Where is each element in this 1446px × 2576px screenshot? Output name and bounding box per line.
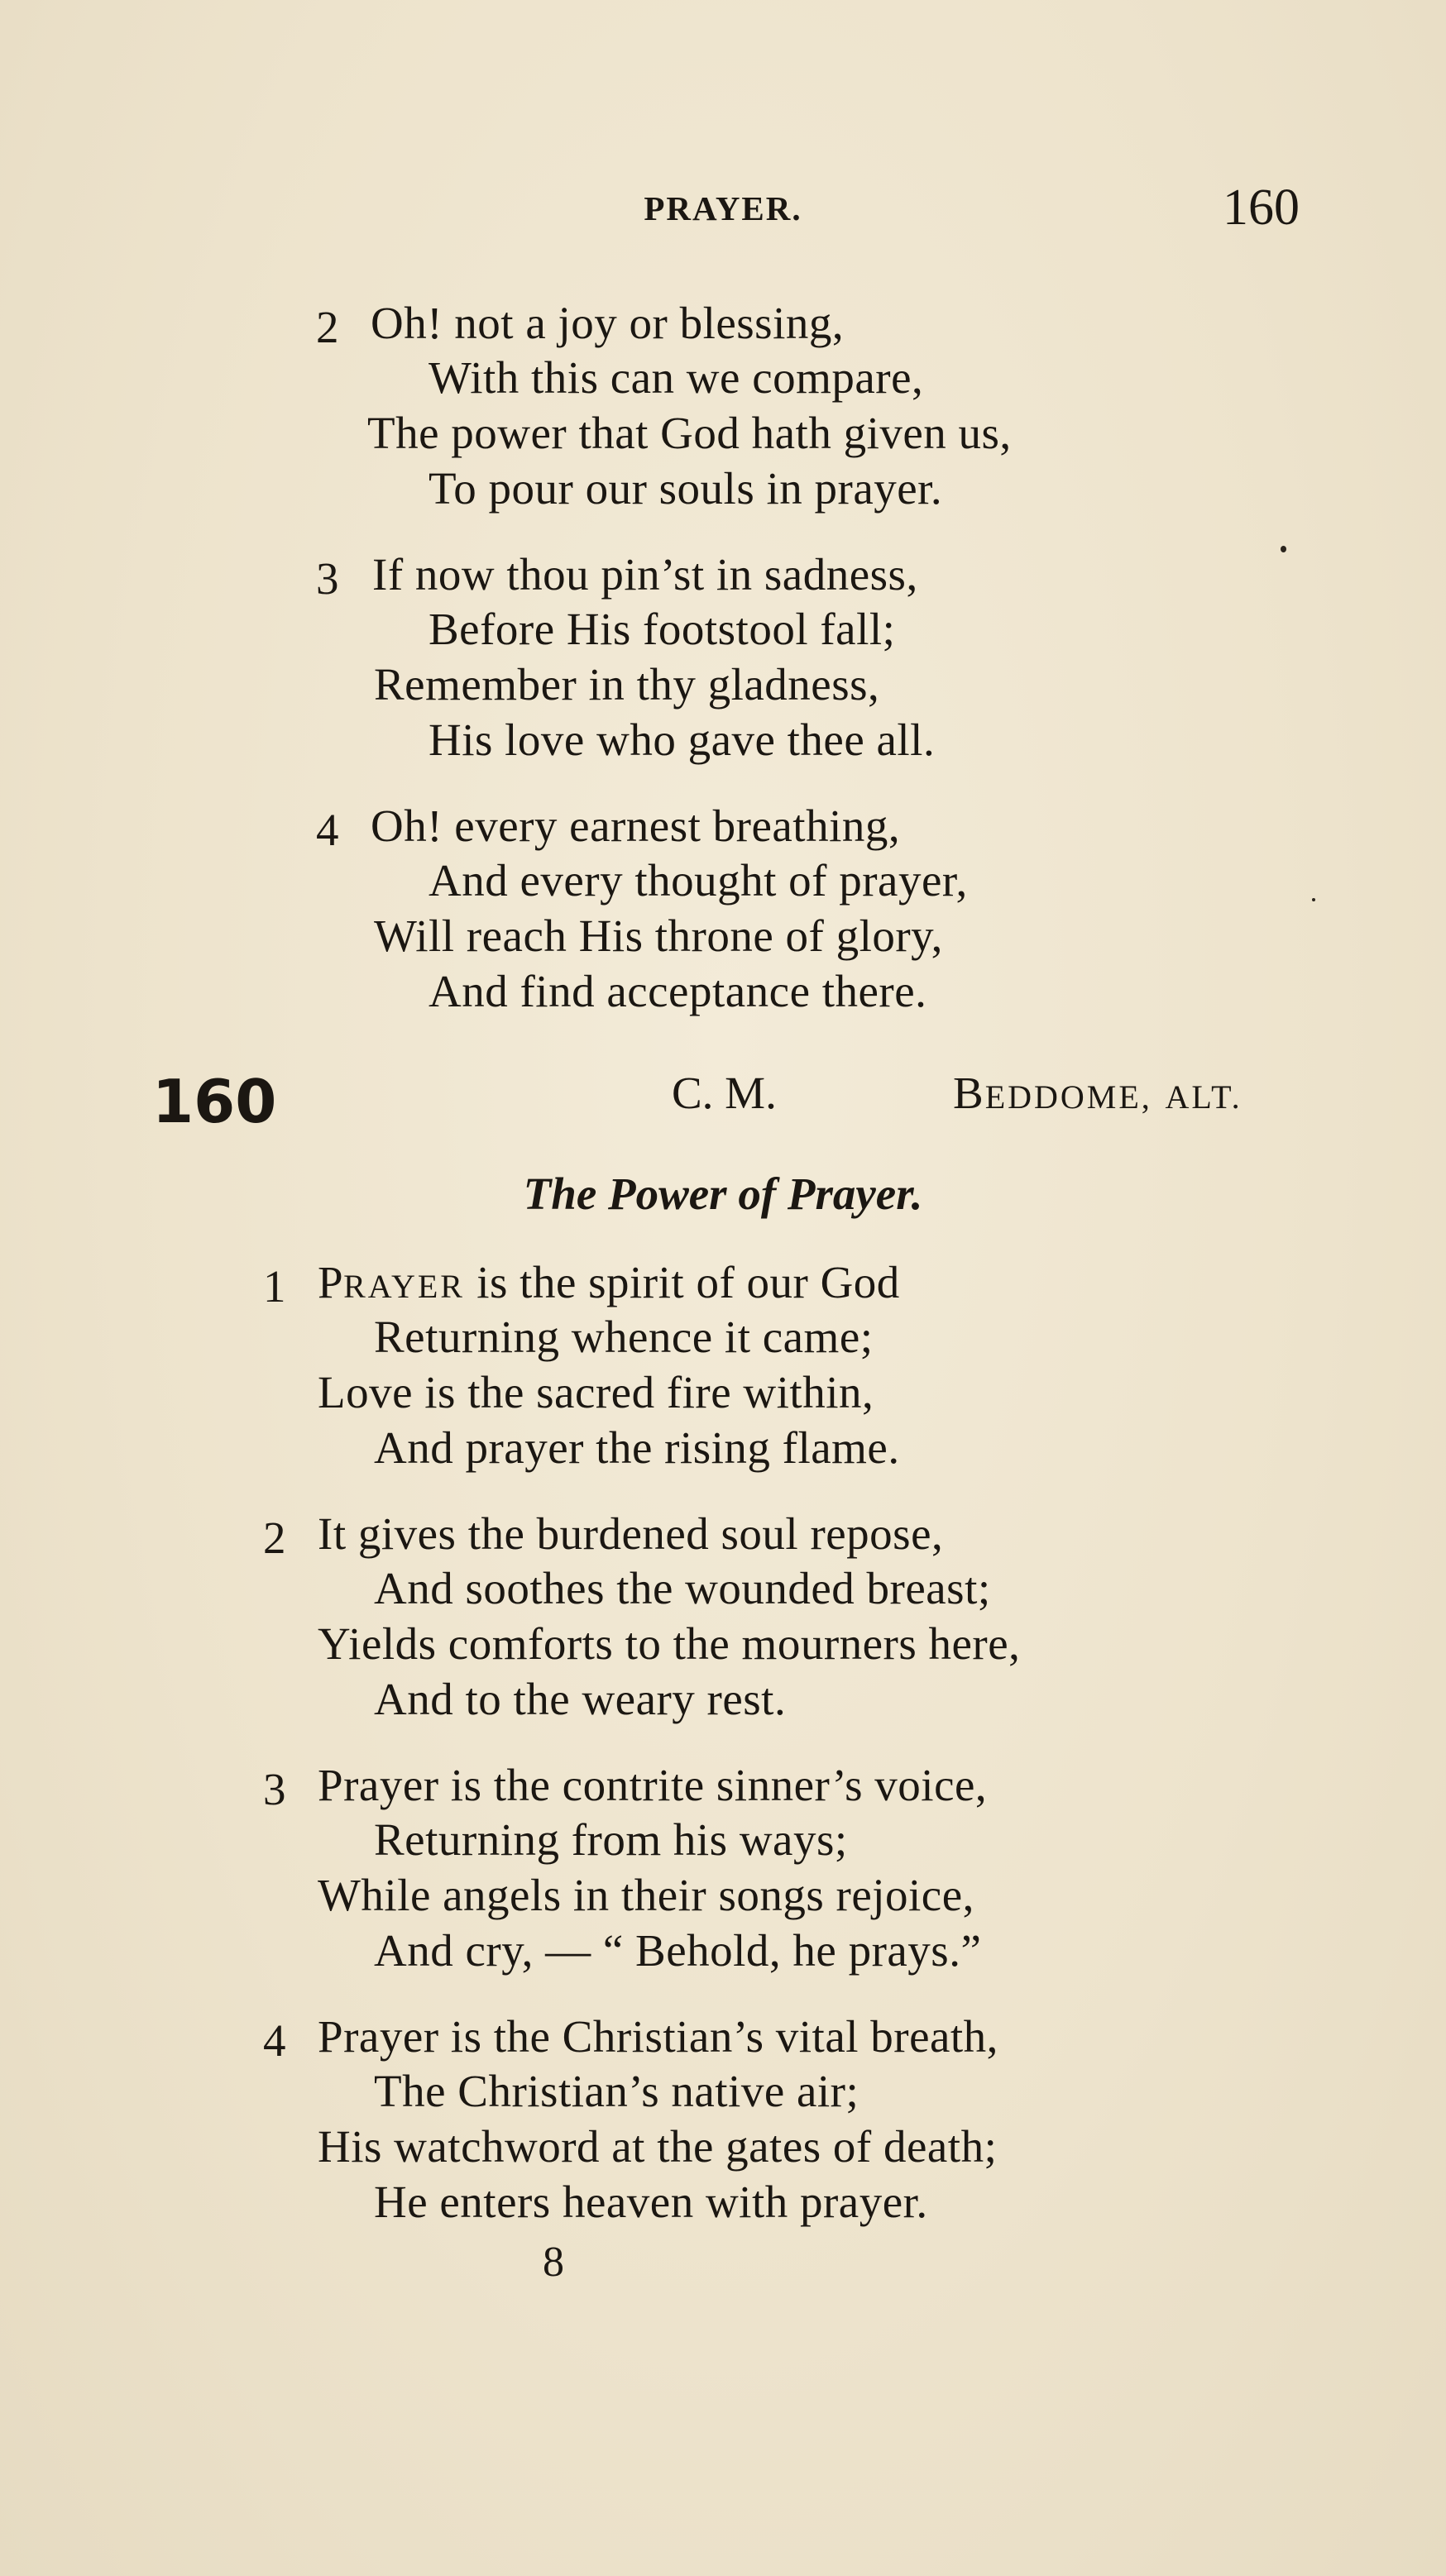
verse-line: And soothes the wounded breast; (374, 1563, 991, 1613)
verse-number: 3 (263, 1764, 286, 1814)
verse-line: Will reach His throne of glory, (374, 910, 943, 961)
verse-line: He enters heaven with prayer. (374, 2177, 928, 2227)
verse-line: And every thought of prayer, (429, 855, 968, 906)
verse-line (318, 1255, 900, 1314)
signature-mark: 8 (543, 2239, 564, 2286)
verse-line: Returning whence it came; (374, 1312, 874, 1362)
verse-line: Prayer is the Christian’s vital breath, (318, 2011, 998, 2062)
verse-line: Prayer is the contrite sinner’s voice, (318, 1760, 988, 1810)
print-speck (1281, 546, 1286, 552)
verse-line: Remember in thy gladness, (374, 659, 880, 710)
verse-line: Before His footstool fall; (429, 604, 896, 654)
running-title: PRAYER. (644, 189, 802, 227)
verse-line: Oh! not a joy or blessing, (371, 298, 845, 348)
hymn-title: The Power of Prayer. (523, 1169, 923, 1219)
verse-number: 1 (263, 1261, 286, 1312)
hymn-author (953, 1067, 1243, 1119)
verse-line: While angels in their songs rejoice, (318, 1870, 974, 1920)
author-initial: B (953, 1068, 985, 1118)
verse-line: His love who gave thee all. (429, 714, 936, 765)
verse-line: And to the weary rest. (374, 1674, 787, 1724)
verse-line: Oh! every earnest breathing, (371, 801, 901, 851)
verse-line: It gives the burdened soul repose, (318, 1508, 944, 1559)
verse-line: The power that God hath given us, (367, 408, 1012, 458)
verse-line: The Christian’s native air; (374, 2066, 859, 2116)
verse-line: Love is the sacred fire within, (318, 1367, 874, 1417)
first-word-smallcaps: RAYER (343, 1268, 465, 1305)
verse-line: Returning from his ways; (374, 1814, 848, 1865)
verse-line-rest: is the spirit of our God (465, 1257, 900, 1307)
hymn-meter: C. M. (672, 1068, 777, 1118)
first-word-initial: P (318, 1257, 344, 1307)
verse-line: And find acceptance there. (429, 966, 927, 1016)
verse-line: Yields comforts to the mourners here, (318, 1618, 1021, 1669)
verse-number: 4 (263, 2015, 286, 2066)
verse-number: 3 (316, 553, 339, 604)
verse-number: 2 (316, 302, 339, 352)
verse-line: His watchword at the gates of death; (318, 2121, 998, 2172)
print-speck (1312, 898, 1315, 901)
verse-line: And prayer the rising flame. (374, 1422, 900, 1473)
verse-line: If now thou pin’st in sadness, (372, 549, 918, 600)
author-suffix: ALT. (1165, 1078, 1243, 1116)
verse-line: With this can we compare, (429, 352, 924, 403)
hymn-number: 160 (152, 1067, 277, 1136)
page-number: 160 (1223, 179, 1300, 236)
author-name: EDDOME, (984, 1078, 1152, 1116)
verse-line: And cry, — “ Behold, he prays.” (374, 1925, 982, 1976)
verse-number: 4 (316, 805, 339, 855)
verse-number: 2 (263, 1513, 286, 1563)
verse-line: To pour our souls in prayer. (429, 463, 943, 514)
